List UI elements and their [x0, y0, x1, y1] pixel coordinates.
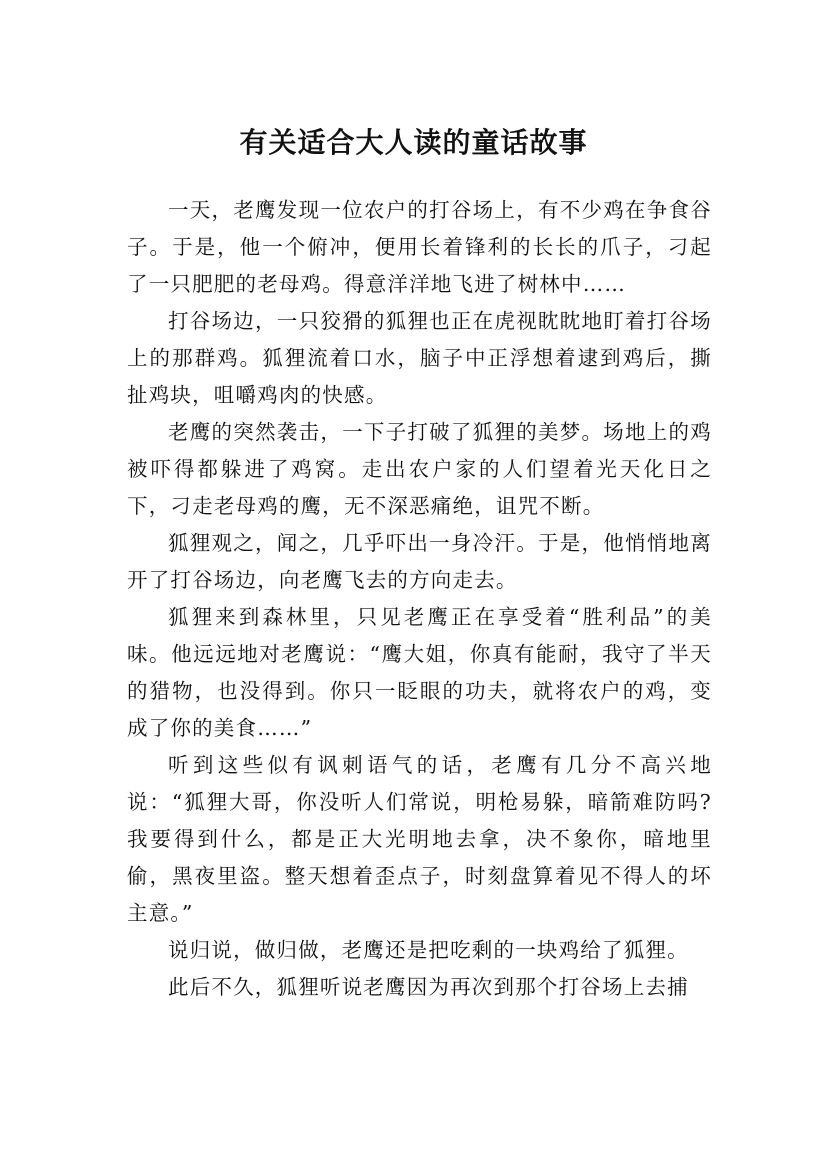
paragraph-6: 听到这些似有讽刺语气的话，老鹰有几分不高兴地说：“狐狸大哥，你没听人们常说，明枪易躲，暗箭难防吗?我要得到什么，都是正大光明地去拿，决不象你，暗地里偷，黑夜里盗。整天想着歪点子，时刻盘算着见不得人的坏主意。”: [127, 753, 712, 925]
document-body: [127, 192, 712, 1006]
paragraph-1: 一天，老鹰发现一位农户的打谷场上，有不少鸡在争食谷子。于是，他一个俯冲，便用长着锋利的长长的爪子，刁起了一只肥肥的老母鸡。得意洋洋地飞进了树林中……: [127, 198, 712, 296]
paragraph-3: 老鹰的突然袭击，一下子打破了狐狸的美梦。场地上的鸡被吓得都躲进了鸡窝。走出农户家的人们望着光天化日之下，刁走老母鸡的鹰，无不深恶痛绝，诅咒不断。: [127, 420, 712, 518]
paragraph-5: 狐狸来到森林里，只见老鹰正在享受着“胜利品”的美味。他远远地对老鹰说：“鹰大姐，你真有能耐，我守了半天的猎物，也没得到。你只一眨眼的功夫，就将农户的鸡，变成了你的美食……”: [127, 605, 712, 740]
paragraph-2: 打谷场边，一只狡猾的狐狸也正在虎视眈眈地盯着打谷场上的那群鸡。狐狸流着口水，脑子中正浮想着逮到鸡后，撕扯鸡块，咀嚼鸡肉的快感。: [127, 309, 712, 407]
document-title: 有关适合大人读的童话故事: [239, 125, 588, 159]
paragraph-8: 此后不久，狐狸听说老鹰因为再次到那个打谷场上去捕: [168, 975, 689, 999]
paragraph-4: 狐狸观之，闻之，几乎吓出一身冷汗。于是，他悄悄地离开了打谷场边，向老鹰飞去的方向走去。: [127, 531, 712, 592]
paragraph-7: 说归说，做归做，老鹰还是把吃剩的一块鸡给了狐狸。: [168, 938, 689, 962]
